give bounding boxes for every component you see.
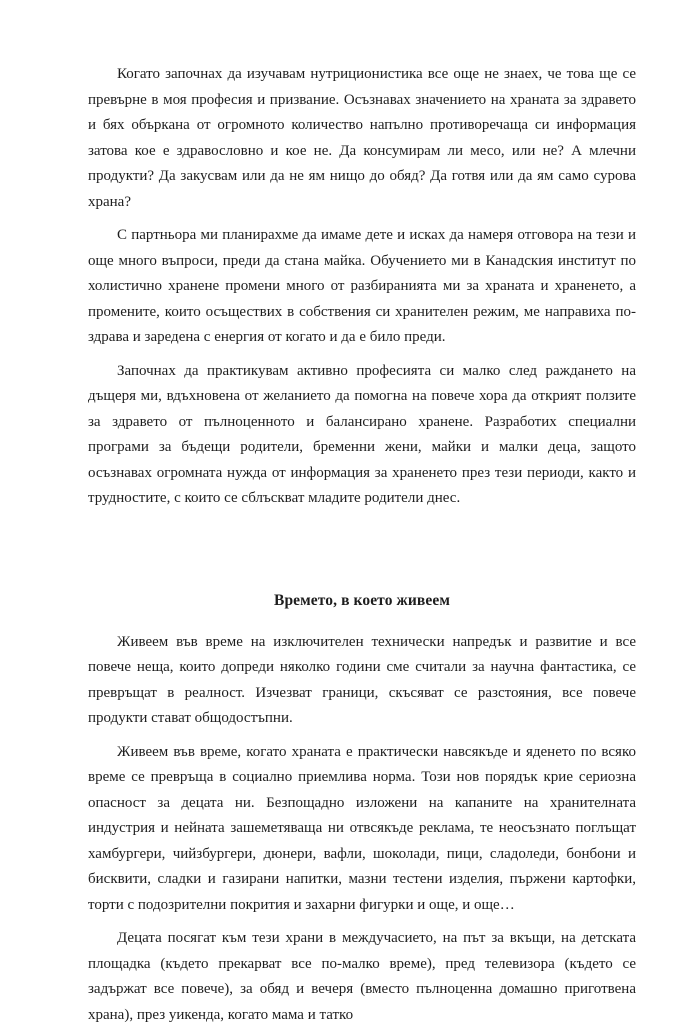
body-paragraph: Започнах да практикувам активно професията си малко след раждането на дъщеря ми, вдъхновена от желанието да помогна на повече хора да открият ползите за здравето от пълноценното и балансирано хранене. Разработих специални програми за бъдещи родители, бременни жени, майки и малки деца, защото осъзнавах огромната нужда от информация за храненето през тези периоди, както и трудностите, с които се сблъскват младите родители днес. [88,362,636,506]
body-paragraph: Децата посягат към тези храни в междучасието, на път за вкъщи, на детската площадка (където прекарват все по-малко време), пред телевизора (където се задържат все повече), за обяд и вечеря (вместо пълноценна домашно приготвена храна), през уикенда, когато мама и татко [88,930,636,1023]
section-heading: Времето, в което живеем [274,591,450,609]
document-page [88,62,636,1028]
body-paragraph: Живеем във време на изключителен технически напредък и развитие и все повече неща, които допреди няколко години сме считали за научна фантастика, се превръщат в реалност. Изчезват граници, скъсяват се разстояния, все повече продукти стават общодостъпни. [88,633,636,726]
body-paragraph: С партньора ми планирахме да имаме дете и исках да намеря отговора на тези и още много въпроси, преди да стана майка. Обучението ми в Канадския институт по холистично хранене промени много от разбиранията ми за храната и храненето, а промените, които осъществих в собствения си хранителен режим, ме направиха по-здрава и заредена с енергия от когато и да е било преди. [88,227,636,345]
body-paragraph: Когато започнах да изучавам нутриционистика все още не знаех, че това ще се превърне в моя професия и призвание. Осъзнавах значението на храната за здравето и бях объркана от огромното количество напълно противоречаща си информация затова кое е здравословно и кое не. Да консумирам ли месо, или не? А млечни продукти? Да закусвам или да не ям нищо до обяд? Да готвя или да ям само сурова храна? [88,66,636,210]
body-paragraph: Живеем във време, когато храната е практически навсякъде и яденето по всяко време се превръща в социално приемлива норма. Този нов порядък крие сериозна опасност за децата ни. Безпощадно изложени на капаните на хранителната индустрия и нейната зашеметяваща ни отвсякъде реклама, те неосъзнато поглъщат хамбургери, чийзбургери, дюнери, вафли, шоколади, пици, сладоледи, бонбони и бисквити, сладки и газирани напитки, мазни тестени изделия, пържени картофки, торти с подозрителни покрития и захарни фигурки и още, и още… [88,743,636,913]
